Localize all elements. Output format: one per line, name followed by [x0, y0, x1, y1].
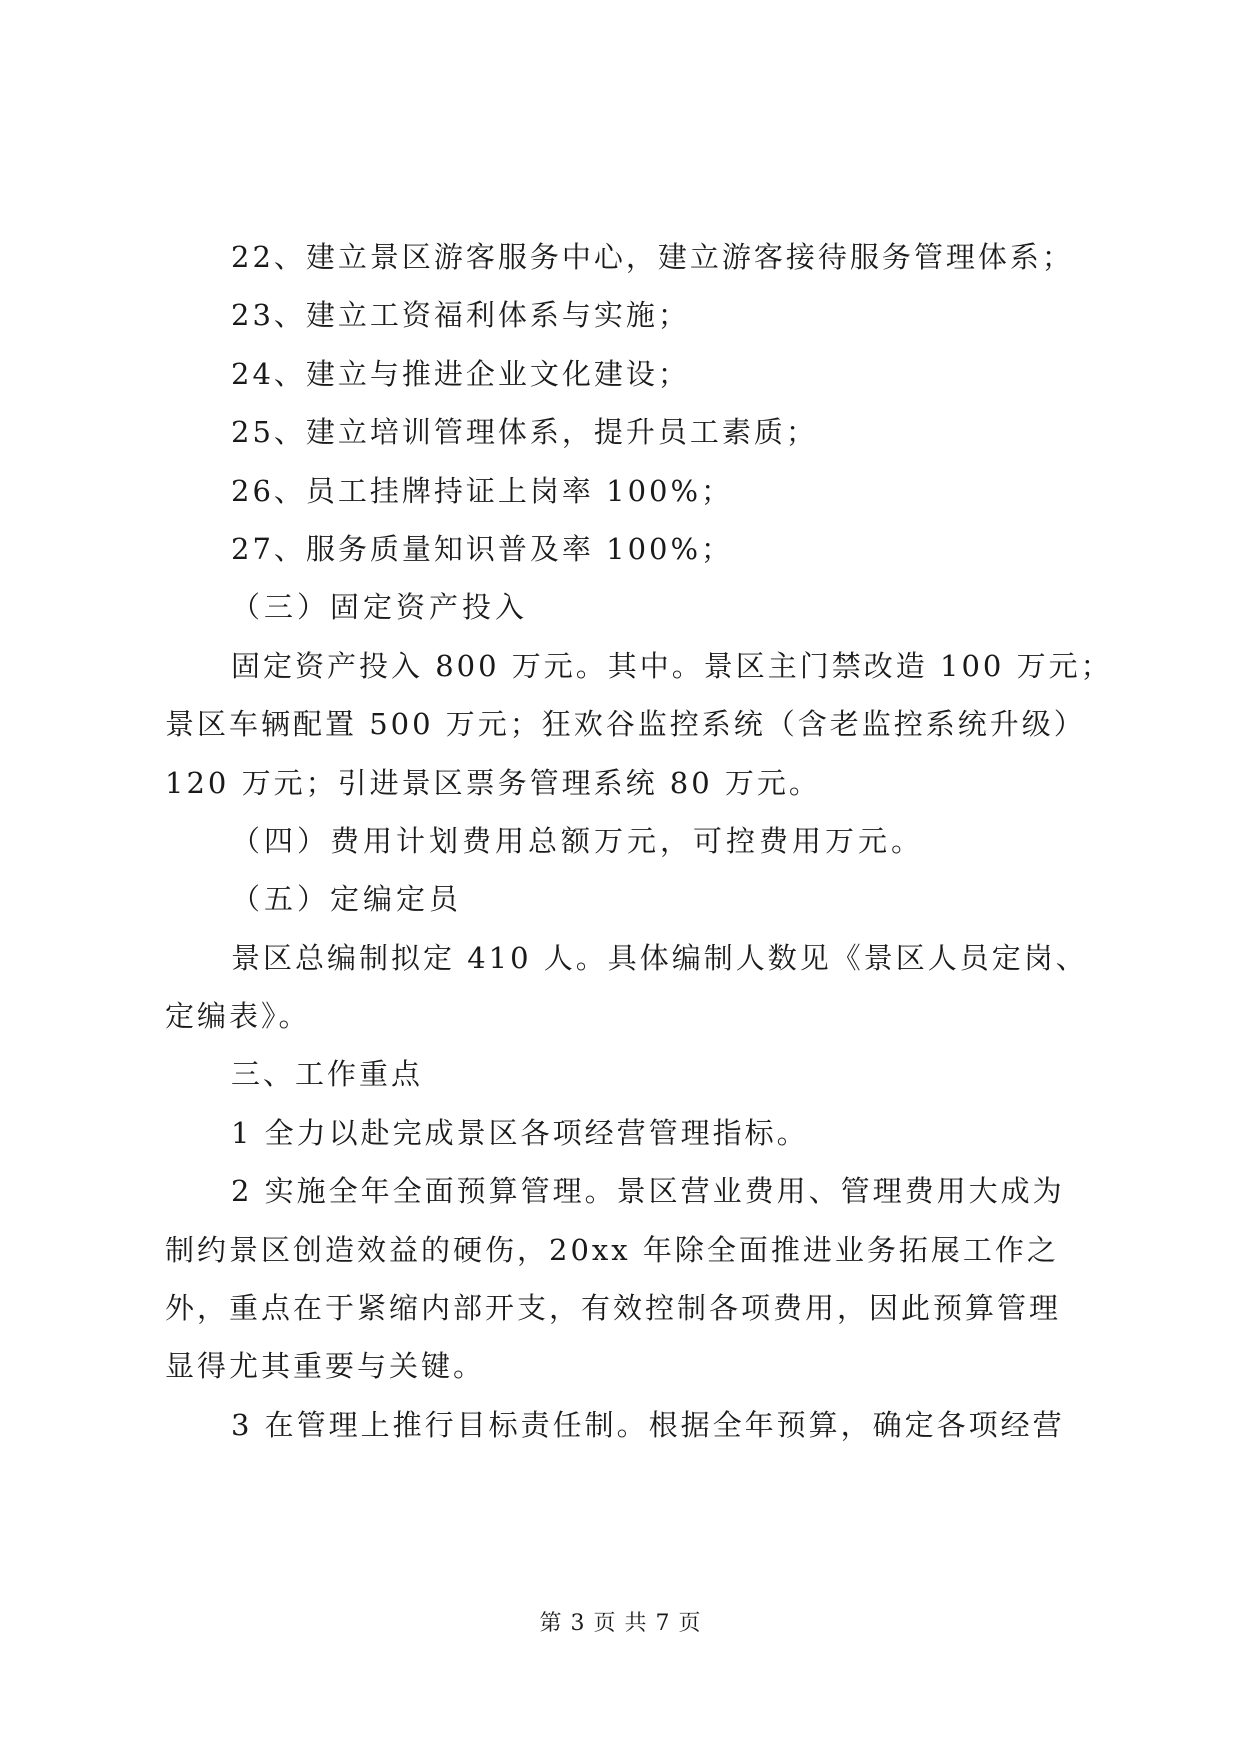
- work-focus-item-2-line-2: 制约景区创造效益的硬伤，20xx 年除全面推进业务拓展工作之: [165, 1232, 1059, 1267]
- paragraph-fixed-assets-line-2: 景区车辆配置 500 万元；狂欢谷监控系统（含老监控系统升级）: [165, 707, 1086, 742]
- list-item-24: 24、建立与推进企业文化建设；: [231, 356, 690, 391]
- section-heading-staffing: （五）定编定员: [231, 882, 463, 917]
- section-heading-work-focus: 三、工作重点: [231, 1057, 424, 1092]
- list-item-26: 26、员工挂牌持证上岗率 100%；: [231, 473, 734, 508]
- work-focus-item-2-line-3: 外，重点在于紧缩内部开支，有效控制各项费用，因此预算管理: [165, 1291, 1062, 1326]
- page-number-footer: 第 3 页 共 7 页: [539, 1611, 702, 1636]
- work-focus-item-1: 1 全力以赴完成景区各项经营管理指标。: [231, 1115, 809, 1150]
- section-heading-expense-plan: （四）费用计划费用总额万元，可控费用万元。: [231, 823, 925, 858]
- paragraph-fixed-assets-line-1: 固定资产投入 800 万元。其中。景区主门禁改造 100 万元；: [231, 648, 1113, 683]
- paragraph-fixed-assets-line-3: 120 万元；引进景区票务管理系统 80 万元。: [165, 765, 821, 800]
- work-focus-item-3-line-1: 3 在管理上推行目标责任制。根据全年预算，确定各项经营: [231, 1407, 1065, 1442]
- work-focus-item-2-line-1: 2 实施全年全面预算管理。景区营业费用、管理费用大成为: [231, 1174, 1065, 1209]
- paragraph-staffing-line-1: 景区总编制拟定 410 人。具体编制人数见《景区人员定岗、: [231, 940, 1088, 975]
- work-focus-item-2-line-4: 显得尤其重要与关键。: [165, 1349, 486, 1384]
- list-item-25: 25、建立培训管理体系，提升员工素质；: [231, 415, 818, 450]
- section-heading-fixed-assets: （三）固定资产投入: [231, 590, 529, 625]
- paragraph-staffing-line-2: 定编表》。: [165, 999, 311, 1034]
- list-item-23: 23、建立工资福利体系与实施；: [231, 298, 690, 333]
- document-body: [165, 228, 1113, 1454]
- list-item-27: 27、服务质量知识普及率 100%；: [231, 531, 734, 566]
- list-item-22: 22、建立景区游客服务中心，建立游客接待服务管理体系；: [231, 240, 1074, 274]
